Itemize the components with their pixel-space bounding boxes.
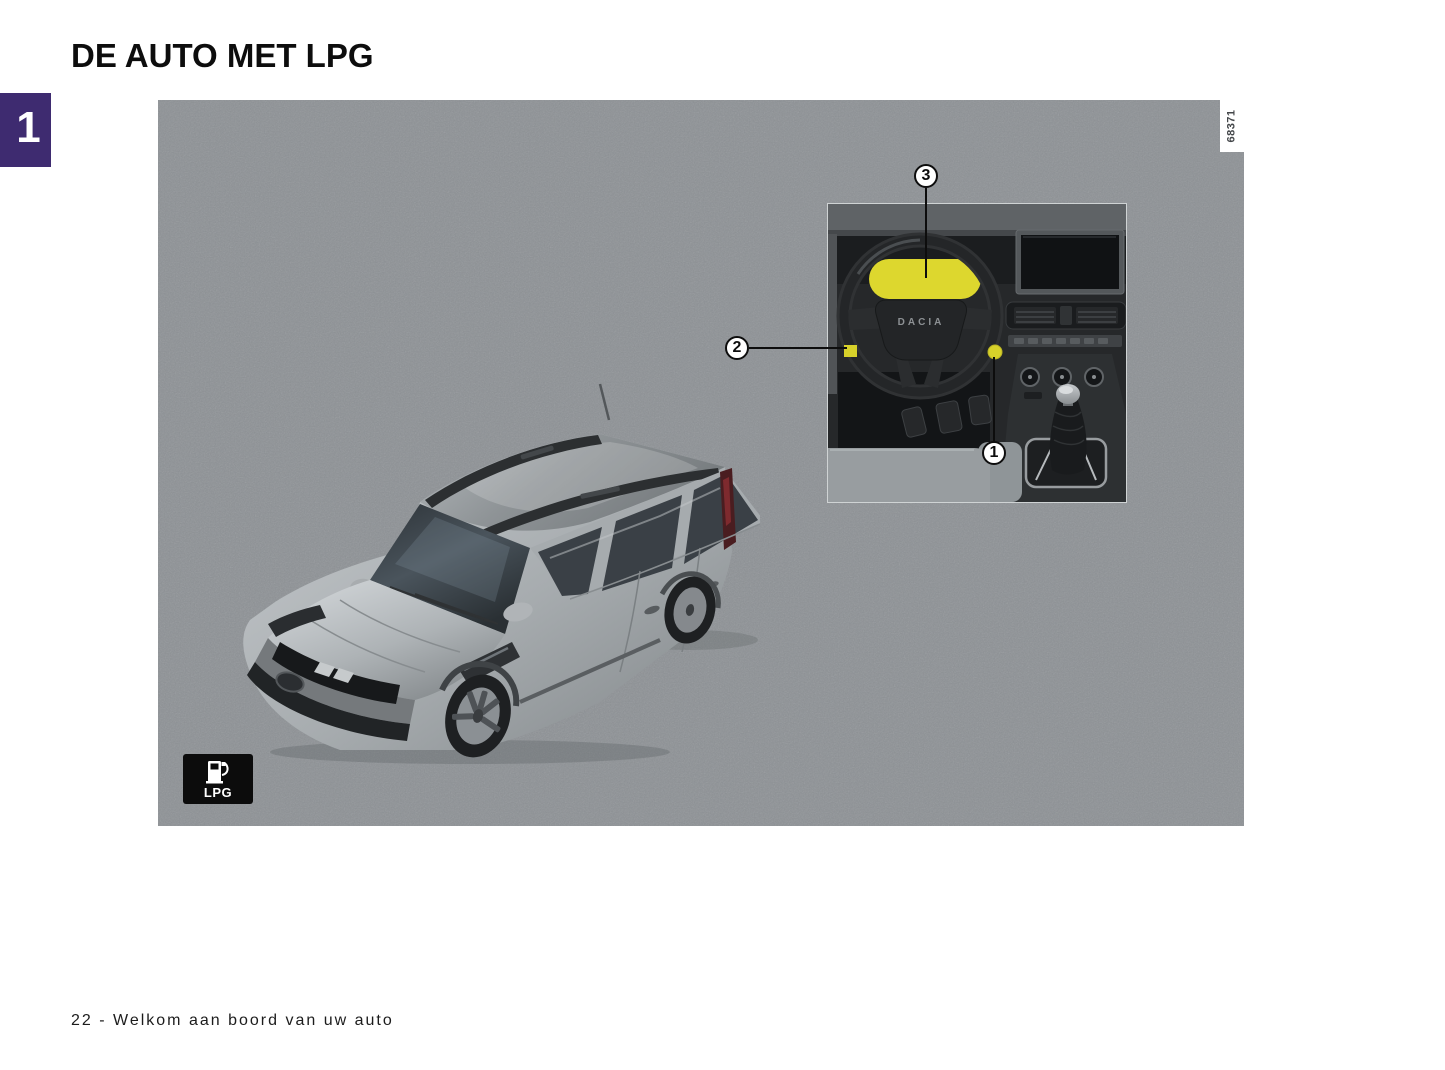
page-title: DE AUTO MET LPG [71,37,374,74]
callout-2 [725,336,749,360]
air-vents [1006,302,1126,329]
lpg-badge-label: LPG [203,785,233,800]
callout-line-1 [993,357,995,441]
callout-1-number: 1 [989,444,999,461]
callout-1 [982,441,1006,465]
fuel-pump-icon [203,759,233,785]
dashboard-inset [827,203,1127,503]
page-footer: 22 - Welkom aan boord van uw auto [71,1012,394,1029]
door-pillar [828,234,837,394]
callout-line-3 [925,188,927,278]
lpg-badge [183,754,253,804]
chapter-tab [0,93,51,167]
steering-wheel-logo: DACIA [897,317,945,328]
marker-1 [988,345,1002,359]
callout-2-number: 2 [732,339,742,356]
chapter-number: 1 [16,103,41,152]
button-strip [1008,335,1122,347]
car-antenna [600,384,609,420]
vehicle-photo [158,100,1244,826]
photo-ref-number: 68371 [1226,109,1238,143]
callout-line-2 [749,347,847,349]
callout-3 [914,164,938,188]
photo-ref-label [1220,100,1244,152]
car-illustration [220,372,760,772]
touchscreen [1016,230,1124,294]
callout-3-number: 3 [921,167,931,184]
